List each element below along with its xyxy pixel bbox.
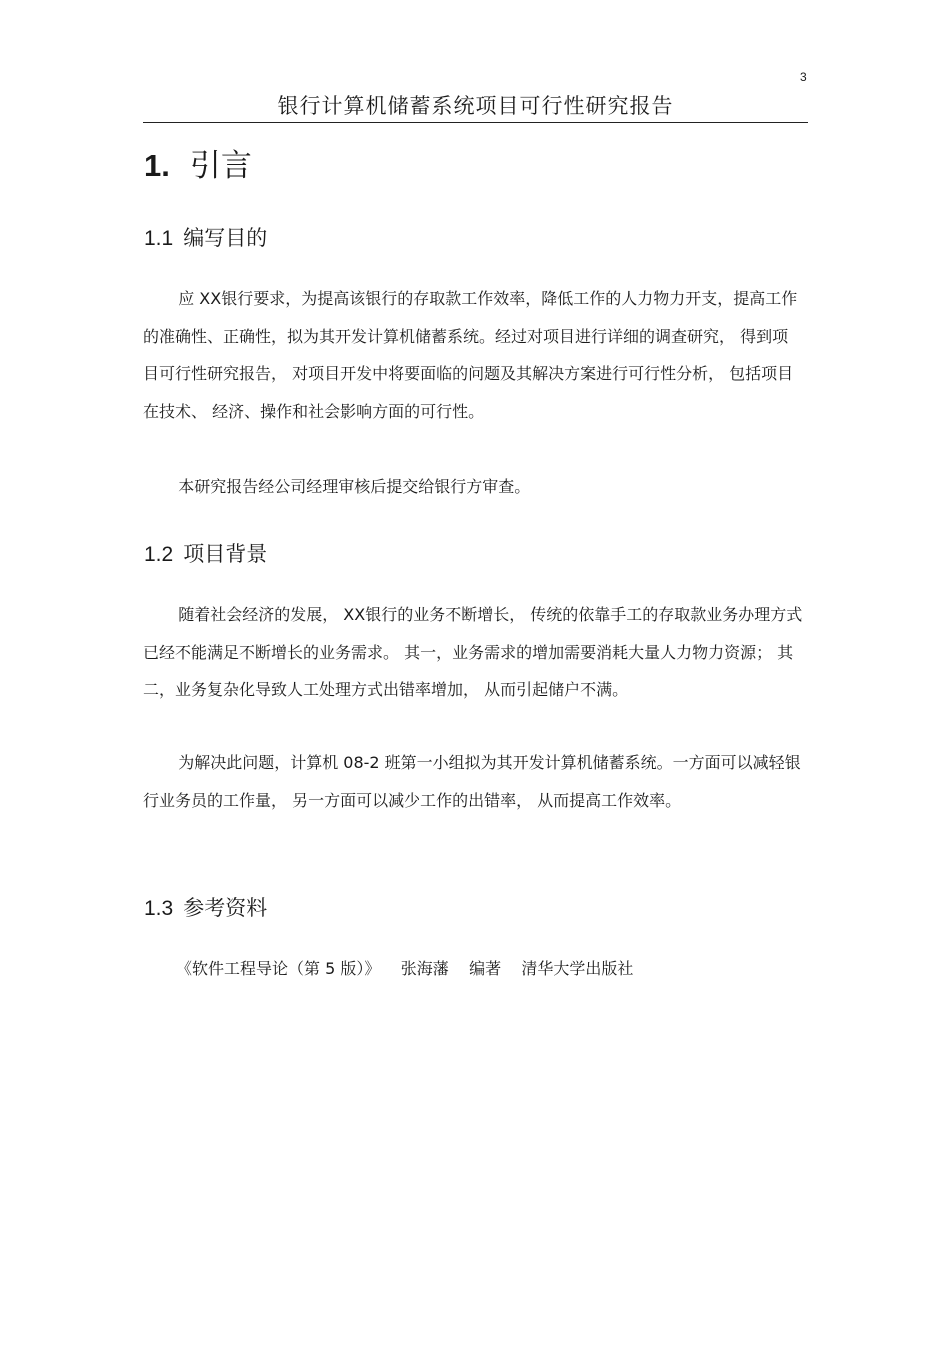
paragraph: 随着社会经济的发展， XX银行的业务不断增长， 传统的依靠手工的存取款业务办理方式已经不能满足不断增长的业务需求。 其一，业务需求的增加需要消耗大量人力物力资源； 其二，业务复杂化导致人工处理方式出错率增加， 从而引起储户不满。 xyxy=(143,605,803,700)
reference-author: 张海藩 xyxy=(400,959,449,978)
paragraph: 本研究报告经公司经理审核后提交给银行方审查。 xyxy=(178,477,531,496)
reference-publisher: 清华大学出版社 xyxy=(521,959,634,978)
chapter-title: 引言 xyxy=(189,148,252,184)
running-header xyxy=(143,86,808,123)
chapter-heading xyxy=(144,140,252,185)
section-heading-1-2 xyxy=(144,538,267,568)
paragraph: 为解决此问题，计算机 08-2 班第一小组拟为其开发计算机储蓄系统。一方面可以减轻银行业务员的工作量， 另一方面可以减少工作的出错率， 从而提高工作效率。 xyxy=(143,753,801,810)
reference-role: 编著 xyxy=(469,959,502,978)
chapter-number: 1. xyxy=(144,148,170,183)
running-header-title: 银行计算机储蓄系统项目可行性研究报告 xyxy=(277,94,674,118)
section-number: 1.3 xyxy=(144,897,174,920)
paragraph: 应 XX银行要求，为提高该银行的存取款工作效率，降低工作的人力物力开支，提高工作的准确性、正确性，拟为其开发计算机储蓄系统。经过对项目进行详细的调查研究， 得到项目可行性研究报告， 对项目开发中将要面临的问题及其解决方案进行可行性分析， 包括项目在技术、 经济、操作和社会影响方面的可行性。 xyxy=(143,289,798,421)
section-heading-1-1 xyxy=(144,222,267,252)
section-number: 1.1 xyxy=(144,227,174,250)
section-heading-1-3 xyxy=(144,892,267,922)
section-title: 项目背景 xyxy=(183,542,268,566)
page-number: 3 xyxy=(800,70,807,84)
reference-book: 《软件工程导论（第 5 版）》 xyxy=(176,959,381,978)
section-title: 参考资料 xyxy=(183,896,268,920)
section-title: 编写目的 xyxy=(183,226,268,250)
section-number: 1.2 xyxy=(144,543,174,566)
reference-entry xyxy=(176,955,633,983)
